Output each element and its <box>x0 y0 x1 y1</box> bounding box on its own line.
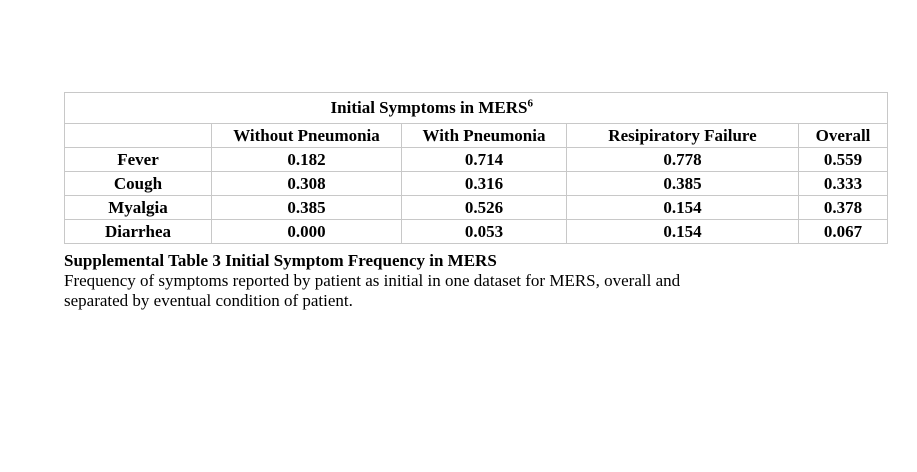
table-cell: 0.000 <box>212 220 402 244</box>
symptom-frequency-table <box>64 92 888 244</box>
caption-title: Supplemental Table 3 Initial Symptom Frequency in MERS <box>64 251 497 270</box>
caption-body-line-1: Frequency of symptoms reported by patient as initial in one dataset for MERS, overall and <box>64 271 681 290</box>
table-row <box>65 220 888 244</box>
table-header-row <box>65 124 888 148</box>
table-cell: 0.378 <box>799 196 888 220</box>
table-row <box>65 196 888 220</box>
table-title-row <box>65 93 888 124</box>
table-cell: 0.182 <box>212 148 402 172</box>
table-cell: 0.385 <box>212 196 402 220</box>
table-title-empty-cell <box>799 93 888 124</box>
table-title-cell <box>65 93 799 124</box>
column-header-respiratory-failure: Resipiratory Failure <box>567 124 799 148</box>
table-row <box>65 172 888 196</box>
table-cell: 0.067 <box>799 220 888 244</box>
table-cell: 0.559 <box>799 148 888 172</box>
table-row <box>65 148 888 172</box>
table-cell: 0.385 <box>567 172 799 196</box>
row-label-myalgia: Myalgia <box>65 196 212 220</box>
table-title-superscript: 6 <box>527 97 533 110</box>
table-cell: 0.308 <box>212 172 402 196</box>
caption-body-line-2: separated by eventual condition of patient. <box>64 291 353 310</box>
column-header-with-pneumonia: With Pneumonia <box>402 124 567 148</box>
column-header-overall: Overall <box>799 124 888 148</box>
table-caption <box>64 251 884 311</box>
table-cell: 0.714 <box>402 148 567 172</box>
row-label-diarrhea: Diarrhea <box>65 220 212 244</box>
row-label-cough: Cough <box>65 172 212 196</box>
column-header-without-pneumonia: Without Pneumonia <box>212 124 402 148</box>
table-cell: 0.154 <box>567 196 799 220</box>
table-cell: 0.316 <box>402 172 567 196</box>
table-cell: 0.333 <box>799 172 888 196</box>
table-cell: 0.154 <box>567 220 799 244</box>
column-header-empty <box>65 124 212 148</box>
table-cell: 0.526 <box>402 196 567 220</box>
row-label-fever: Fever <box>65 148 212 172</box>
table-title: Initial Symptoms in MERS <box>330 98 528 117</box>
table-cell: 0.053 <box>402 220 567 244</box>
table-cell: 0.778 <box>567 148 799 172</box>
